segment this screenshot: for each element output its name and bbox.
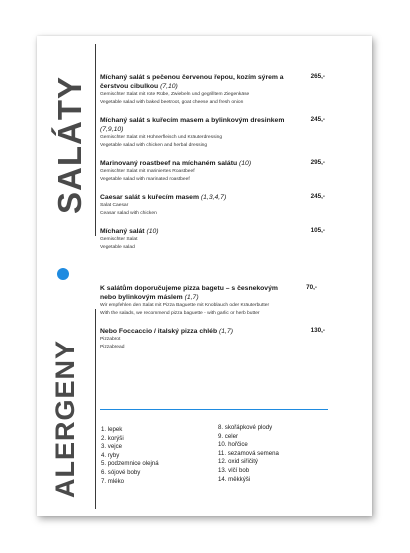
allergen-item: 11. sezamová semena <box>218 449 279 457</box>
allergen-item: 7. mléko <box>101 477 125 485</box>
allergen-column-1 <box>101 426 159 486</box>
allergen-item: 10. hořčice <box>218 441 248 449</box>
allergen-column-2 <box>218 424 279 484</box>
menu-item <box>100 284 325 317</box>
allergens-title: ALERGENY <box>50 339 80 498</box>
item-description-en: Vegetable salad with baked beetroot, goat cheese and fresh onion <box>100 99 244 105</box>
allergen-item: 4. ryby <box>101 451 120 459</box>
item-description-en: Vegetable salad with chicken and herbal dressing <box>100 142 208 148</box>
allergen-item: 5. podzemnice olejná <box>101 460 159 468</box>
item-description-de: Gemischter Salat mit Hühnerfleisch und Kräuterdressing <box>100 135 223 140</box>
section-title: SALÁTY <box>51 76 88 214</box>
allergen-list <box>101 426 321 506</box>
item-price: 245,- <box>310 116 325 123</box>
item-description-de: Gemischter Salat <box>100 237 138 242</box>
item-name: Caesar salát s kuřecím masem <box>100 194 199 201</box>
item-description-de: Wir empfehlen den Salat mit Pizza Baguette mit Knoblauch oder Kräuterbutter <box>100 303 270 308</box>
allergen-item: 12. oxid siřičitý <box>218 458 258 466</box>
menu-item <box>100 327 325 351</box>
allergen-item: 3. vejce <box>101 443 123 451</box>
item-price: 105,- <box>310 227 325 234</box>
accent-dot <box>57 268 69 280</box>
allergens-divider <box>100 409 328 410</box>
menu-item <box>100 159 325 183</box>
item-name: Nebo Foccaccio / italský pizza chléb <box>100 328 218 335</box>
item-description-en: Vegetable salad <box>100 244 135 250</box>
vertical-divider-top <box>95 44 96 236</box>
item-name: Marinovaný roastbeef na míchaném salátu <box>100 160 238 167</box>
allergen-item: 6. sójové boby <box>101 468 141 476</box>
item-description-de: Pizzabrot <box>100 337 121 342</box>
item-description-en: Ceasar salad with chicken <box>100 210 157 216</box>
item-name: Míchaný salát s kuřecím masem a bylinkovým dresinkem <box>100 117 285 124</box>
item-description-en: Pizzabread <box>100 344 125 350</box>
item-name: Míchaný salát <box>100 228 145 235</box>
item-allergens: (10) <box>239 160 252 167</box>
menu-page <box>37 36 372 516</box>
item-allergens: (7,9,10) <box>100 126 124 133</box>
item-description-en: With the salads, we recommend pizza baguette - with garlic or herb butter <box>100 310 260 316</box>
allergen-item: 14. měkkýši <box>218 475 251 483</box>
item-allergens: (1,3,4,7) <box>200 194 227 201</box>
item-description-de: Salat Caesar <box>100 203 129 208</box>
menu-item <box>100 73 325 106</box>
item-name: K salátům doporučujeme pizza bagetu – s česnekovým nebo bylinkovým máslem <box>100 285 278 301</box>
menu-items <box>100 73 325 361</box>
menu-item <box>100 227 325 251</box>
item-description-en: Vegetable salad with marinated roastbeef <box>100 176 190 182</box>
item-price: 265,- <box>310 73 325 80</box>
allergen-item: 8. skořápkové plody <box>218 424 273 431</box>
allergen-item: 2. korýši <box>101 434 124 442</box>
item-description-de: Gemischter Salat mit mariniertes Roastbeef <box>100 169 195 174</box>
item-price: 295,- <box>310 159 325 166</box>
allergen-item: 1. lepek <box>101 426 123 433</box>
item-allergens: (10) <box>146 228 159 235</box>
allergen-item: 9. celer <box>218 432 238 440</box>
menu-item <box>100 193 325 217</box>
menu-item <box>100 116 325 149</box>
item-price: 245,- <box>310 193 325 200</box>
item-allergens: (7,10) <box>160 83 178 90</box>
item-price: 70,- <box>306 284 317 291</box>
allergen-item: 13. vlčí bob <box>218 466 250 474</box>
item-description-de: Gemischter Salat mit rote Rübe, Zwiebeln und gegrilltem Ziegenkäse <box>100 92 250 97</box>
item-allergens: (1,7) <box>184 294 199 301</box>
vertical-divider-bottom <box>95 309 96 509</box>
item-price: 130,- <box>310 327 325 334</box>
item-allergens: (1,7) <box>219 328 233 335</box>
item-name: Míchaný salát s pečenou červenou řepou, kozím sýrem a čerstvou cibulkou <box>100 74 284 90</box>
